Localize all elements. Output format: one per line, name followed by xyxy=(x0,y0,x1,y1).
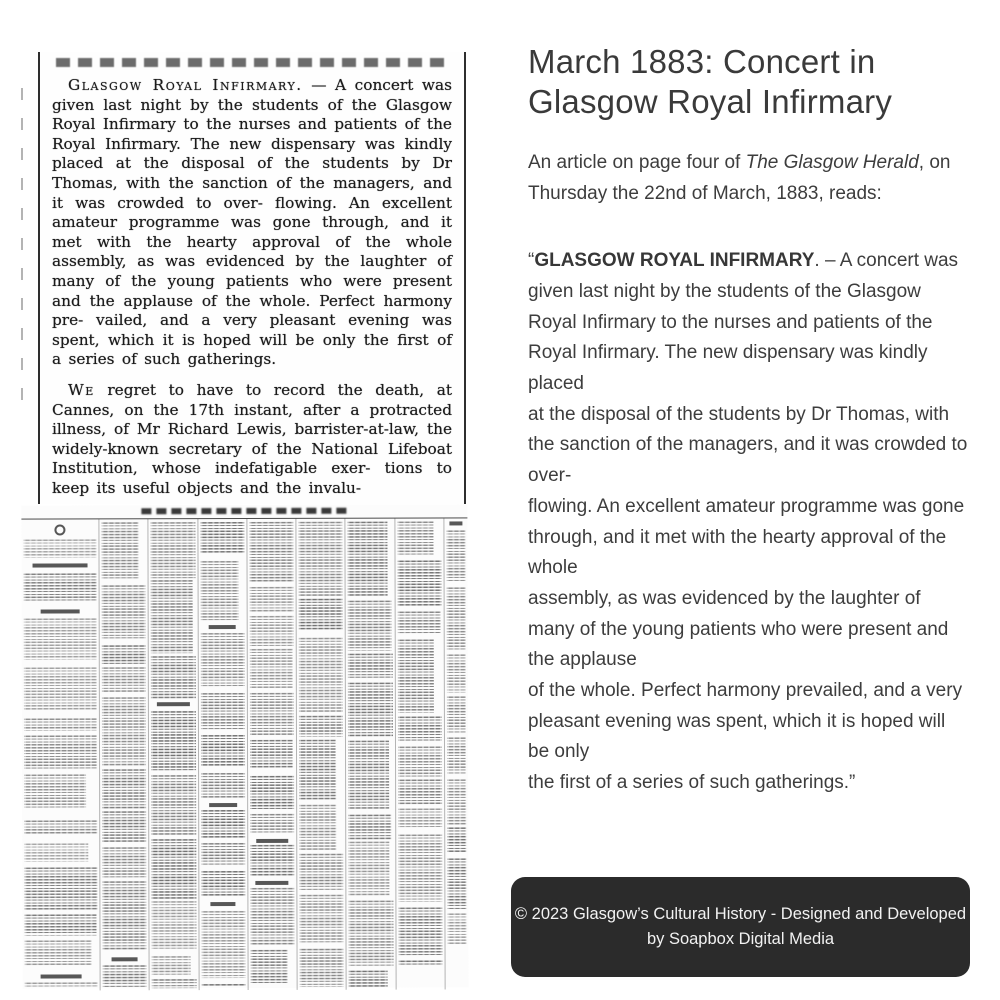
newspaper-column xyxy=(345,519,395,990)
page-title: March 1883: Concert in Glasgow Royal Infirmary xyxy=(528,43,893,120)
newspaper-page-image xyxy=(21,504,468,988)
footer xyxy=(511,877,970,977)
newspaper-column xyxy=(295,519,345,990)
newspaper-column xyxy=(21,519,99,990)
quote-bold-lead: GLASGOW ROYAL INFIRMARY xyxy=(534,250,815,272)
newspaper-column xyxy=(148,519,198,990)
newspaper-column xyxy=(443,518,468,989)
masthead-text-illegible xyxy=(142,508,347,515)
newspaper-column xyxy=(394,518,444,989)
intro-pre: An article on page four of xyxy=(528,152,746,174)
footer-copyright-line1: © 2023 Glasgow’s Cultural History - Designed and Developed xyxy=(514,905,967,923)
source-name-italic: The Glasgow Herald xyxy=(745,152,919,174)
newspaper-logo-mark xyxy=(54,524,65,535)
clipping-headline: Glasgow Royal Infirmary. xyxy=(68,76,303,94)
degraded-text-line xyxy=(56,58,448,67)
clipping-obituary-lead: We xyxy=(68,380,95,399)
newspaper-column xyxy=(246,519,296,990)
article-intro xyxy=(528,147,970,209)
newspaper-column xyxy=(98,519,148,990)
intro-post: , on Thursday the 22nd of March, 1883, reads: xyxy=(528,152,951,205)
newspaper-clipping-image xyxy=(38,52,466,504)
clipping-paragraph-text: — A concert was given last night by the students of the Glasgow Royal Infirmary to the nurses and patients of the Royal Infirmary. The new dispensary was kindly placed at the disposal of the students by Dr Thomas, with the sanction of the managers, and it was crowded to over- flowing. An excellent amateur programme was gone through, and it met with the hearty approval of the whole assembly, as was evidenced by the laughter of many of the young patients who were present and the applause of the whole. Perfect harmony pre- vailed, and a very pleasant evening was spent, which it is hoped will be only the first of a series of such gatherings. xyxy=(52,76,452,369)
article-panel xyxy=(511,0,970,1000)
article-quote: “GLASGOW ROYAL INFIRMARY. – A concert was given last night by the students of the Glasgow Royal Infirmary to the nurses and patients of the Royal Infirmary. The new dispensary was kindly placed at the disposal of the students by Dr Thomas, with the sanction of the managers, and it was crowded to over- flowing. An excellent amateur programme was gone through, and it met with the hearty approval of the whole assembly, as was evidenced by the laughter of many of the young patients who were present and the applause of the whole. Perfect harmony prevailed, and a very pleasant evening was spent, which it is hoped will be only the first of a series of such gatherings.” xyxy=(528,250,968,794)
newspaper-columns xyxy=(21,518,468,990)
newspaper-column xyxy=(197,519,247,990)
clipping-paragraph-obituary xyxy=(52,381,452,499)
clipping-obituary-text: regret to have to record the death, at Cannes, on the 17th instant, after a protracted illness, of Mr Richard Lewis, barrister-at-law, the widely-known secretary of the National Lifeboat Institution, whose indefatigable exer- tions to keep its useful objects and the invalu- xyxy=(52,380,452,497)
clipping-paragraph-concert xyxy=(52,76,452,370)
footer-copyright-line2: by Soapbox Digital Media xyxy=(646,930,835,948)
